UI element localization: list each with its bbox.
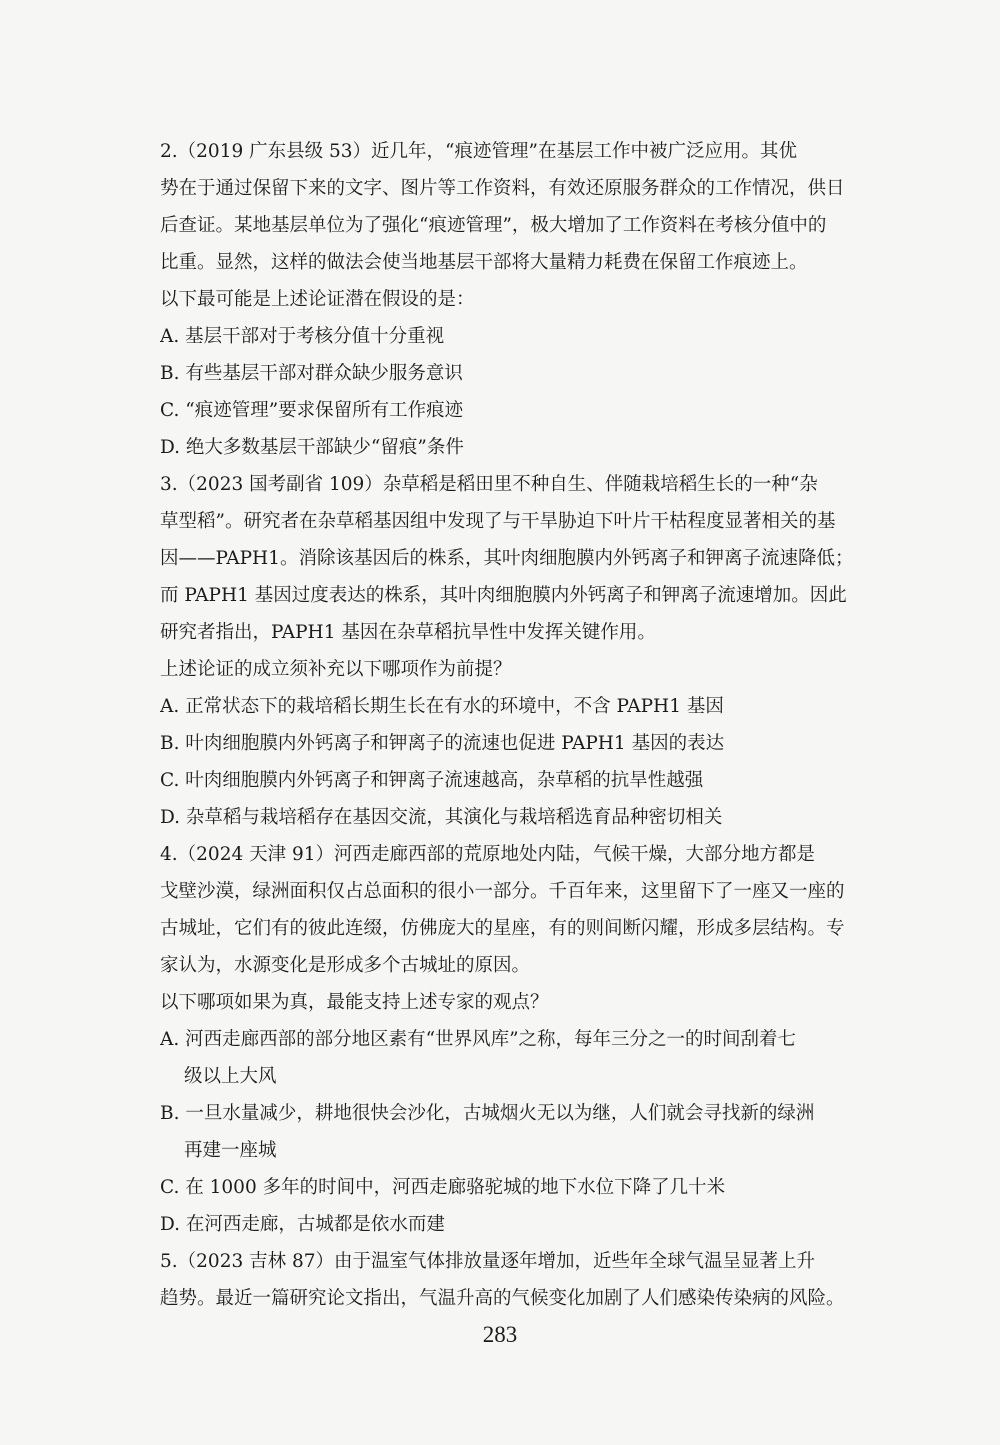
question-3-prompt: 上述论证的成立须补充以下哪项作为前提？ — [160, 659, 512, 680]
question-3-option-b: B. 叶肉细胞膜内外钙离子和钾离子的流速也促进 PAPH1 基因的表达 — [160, 733, 725, 754]
page-number: 283 — [482, 1322, 518, 1347]
question-4-option-b: B. 一旦水量减少，耕地很快会沙化，古城烟火无以为继，人们就会寻找新的绿洲 — [160, 1103, 815, 1124]
question-2-option-a: A. 基层干部对于考核分值十分重视 — [160, 326, 445, 347]
question-4-option-a: A. 河西走廊西部的部分地区素有“世界风库”之称，每年三分之一的时间刮着七 — [160, 1029, 797, 1050]
question-3-line-2: 草型稻”。研究者在杂草稻基因组中发现了与干旱胁迫下叶片干枯程度显著相关的基 — [160, 511, 836, 532]
question-4-line-2: 戈壁沙漠，绿洲面积仅占总面积的很小一部分。千百年来，这里留下了一座又一座的 — [160, 881, 845, 902]
question-5-line-1: 5.（2023 吉林 87）由于温室气体排放量逐年增加，近些年全球气温呈显著上升 — [160, 1251, 816, 1272]
question-2 — [160, 133, 860, 466]
question-4-line-4: 家认为，水源变化是形成多个古城址的原因。 — [160, 955, 531, 976]
question-4-option-a-cont: 级以上大风 — [184, 1066, 277, 1087]
question-3-line-1: 3.（2023 国考副省 109）杂草稻是稻田里不种自生、伴随栽培稻生长的一种“杂 — [160, 474, 818, 495]
question-4-option-b-cont: 再建一座城 — [184, 1140, 277, 1161]
page-body — [160, 133, 860, 1317]
question-3-option-c: C. 叶肉细胞膜内外钙离子和钾离子流速越高，杂草稻的抗旱性越强 — [160, 770, 704, 791]
question-4-option-c: C. 在 1000 多年的时间中，河西走廊骆驼城的地下水位下降了几十米 — [160, 1177, 726, 1198]
question-3-option-d: D. 杂草稻与栽培稻存在基因交流，其演化与栽培稻选育品种密切相关 — [160, 807, 723, 828]
question-4 — [160, 836, 860, 1243]
question-2-line-2: 势在于通过保留下来的文字、图片等工作资料，有效还原服务群众的工作情况，供日 — [160, 178, 845, 199]
question-2-line-1: 2.（2019 广东县级 53）近几年，“痕迹管理”在基层工作中被广泛应用。其优 — [160, 141, 797, 162]
question-2-option-c: C. “痕迹管理”要求保留所有工作痕迹 — [160, 400, 464, 421]
question-5 — [160, 1243, 860, 1317]
question-5-line-2: 趋势。最近一篇研究论文指出，气温升高的气候变化加剧了人们感染传染病的风险。 — [160, 1288, 845, 1309]
question-2-option-b: B. 有些基层干部对群众缺少服务意识 — [160, 363, 463, 384]
question-2-prompt: 以下最可能是上述论证潜在假设的是： — [160, 289, 475, 310]
question-3-line-5: 研究者指出，PAPH1 基因在杂草稻抗旱性中发挥关键作用。 — [160, 622, 656, 643]
question-4-line-1: 4.（2024 天津 91）河西走廊西部的荒原地处内陆，气候干燥，大部分地方都是 — [160, 844, 816, 865]
question-4-option-d: D. 在河西走廊，古城都是依水而建 — [160, 1214, 445, 1235]
question-4-line-3: 古城址，它们有的彼此连缀，仿佛庞大的星座，有的则间断闪耀，形成多层结构。专 — [160, 918, 845, 939]
question-4-prompt: 以下哪项如果为真，最能支持上述专家的观点？ — [160, 992, 549, 1013]
question-2-line-4: 比重。显然，这样的做法会使当地基层干部将大量精力耗费在保留工作痕迹上。 — [160, 252, 808, 273]
question-2-option-d: D. 绝大多数基层干部缺少“留痕”条件 — [160, 437, 464, 458]
question-3-option-a: A. 正常状态下的栽培稻长期生长在有水的环境中，不含 PAPH1 基因 — [160, 696, 724, 717]
question-2-line-3: 后查证。某地基层单位为了强化“痕迹管理”，极大增加了工作资料在考核分值中的 — [160, 215, 827, 236]
question-3-line-4: 而 PAPH1 基因过度表达的株系，其叶肉细胞膜内外钙离子和钾离子流速增加。因此 — [160, 585, 847, 606]
question-3 — [160, 466, 860, 836]
question-3-line-3: 因——PAPH1。消除该基因后的株系，其叶肉细胞膜内外钙离子和钾离子流速降低； — [160, 548, 854, 569]
